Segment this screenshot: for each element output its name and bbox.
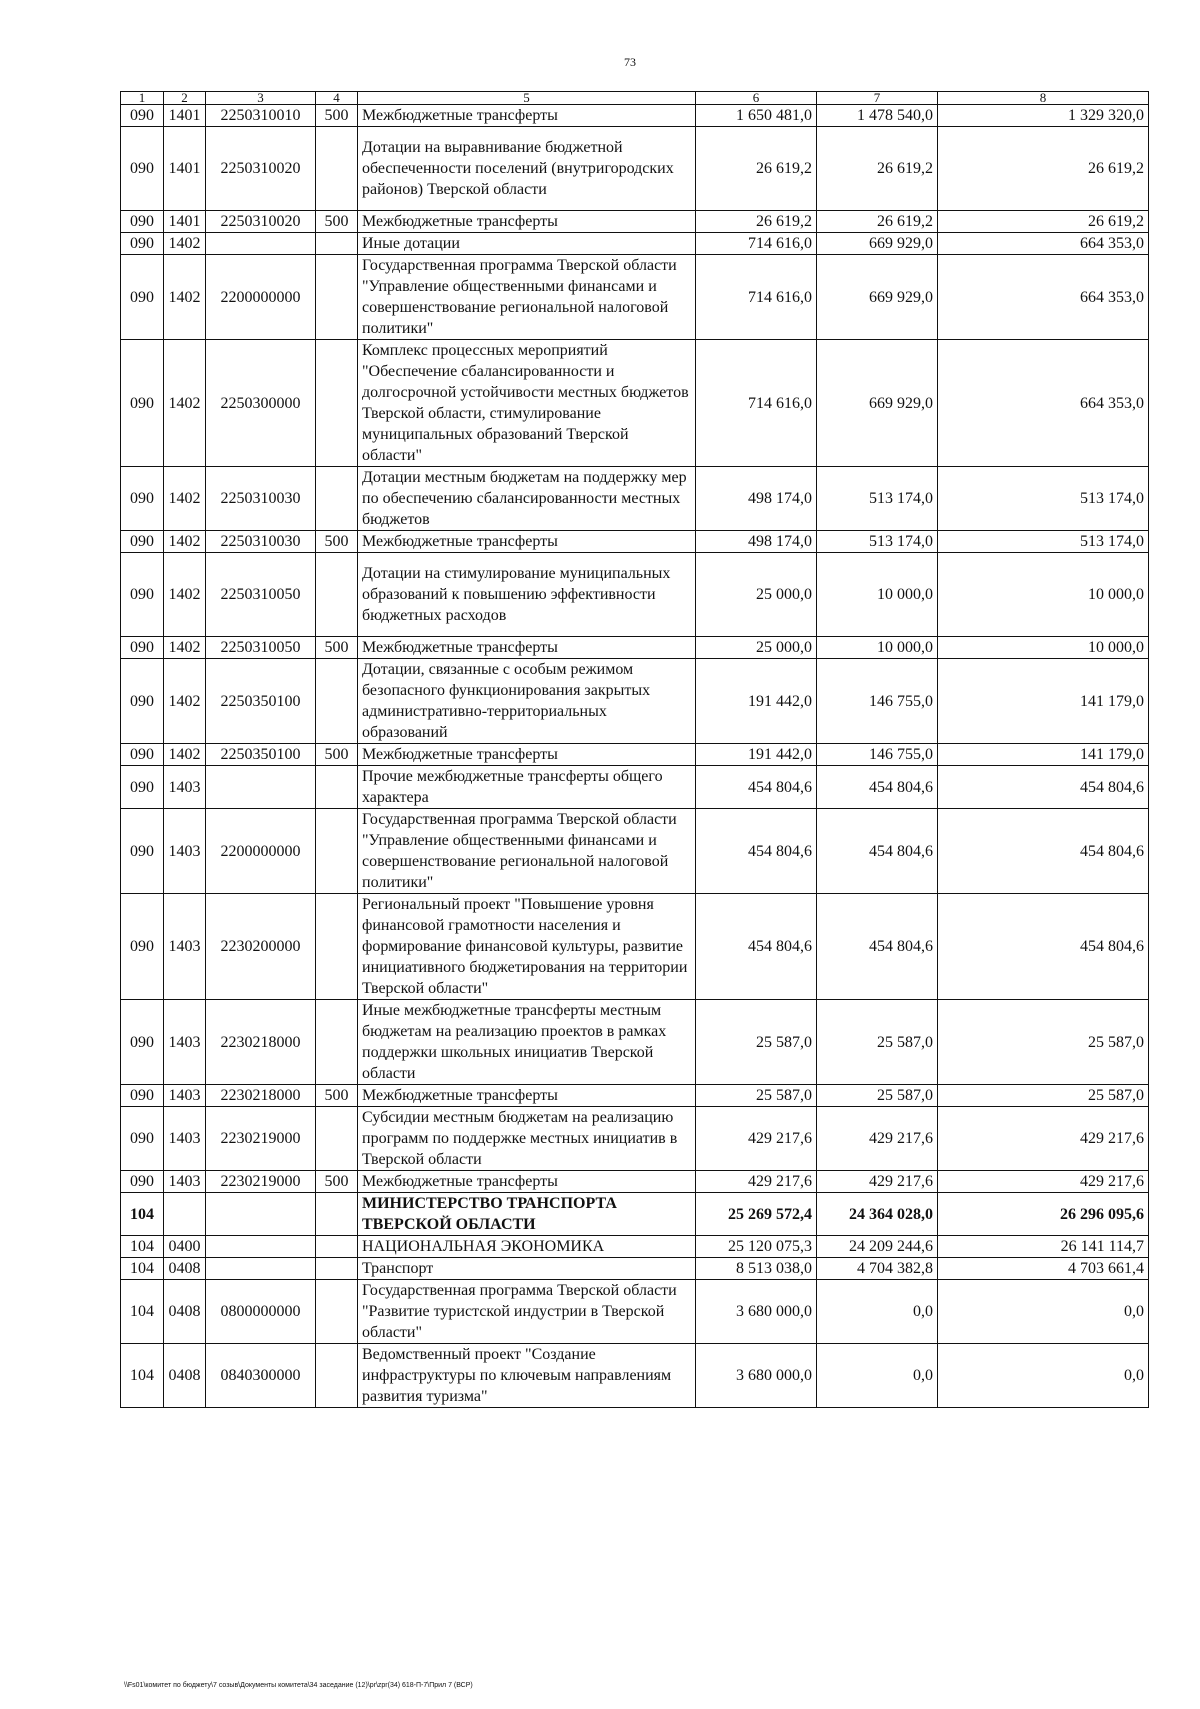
table-row <box>121 659 1149 744</box>
cell-amount-year3: 664 353,0 <box>938 255 1149 340</box>
cell-amount-year3: 141 179,0 <box>938 744 1149 766</box>
cell-admin-code: 090 <box>121 637 164 659</box>
cell-amount-year2: 146 755,0 <box>817 744 938 766</box>
cell-description: Комплекс процессных мероприятий "Обеспечение сбалансированности и долгосрочной устойчивости местных бюджетов Тверской области, стимулирование муниципальных образований Тверской области" <box>358 340 696 467</box>
table-row <box>121 1280 1149 1344</box>
cell-amount-year2: 669 929,0 <box>817 340 938 467</box>
cell-amount-year3: 1 329 320,0 <box>938 105 1149 127</box>
cell-description: Иные дотации <box>358 233 696 255</box>
cell-description: Дотации на выравнивание бюджетной обеспеченности поселений (внутригородских районов) Тверской области <box>358 127 696 211</box>
cell-section-code: 1402 <box>164 255 206 340</box>
table-row <box>121 744 1149 766</box>
column-header: 7 <box>817 92 938 105</box>
cell-description: Ведомственный проект "Создание инфраструктуры по ключевым направлениям развития туризма" <box>358 1344 696 1408</box>
cell-target-code: 2250310050 <box>206 553 316 637</box>
table-row <box>121 1344 1149 1408</box>
cell-target-code <box>206 1258 316 1280</box>
cell-amount-year2: 1 478 540,0 <box>817 105 938 127</box>
cell-amount-year2: 454 804,6 <box>817 766 938 809</box>
cell-amount-year2: 146 755,0 <box>817 659 938 744</box>
cell-expense-type <box>316 1236 358 1258</box>
budget-table <box>120 91 1149 1408</box>
cell-expense-type: 500 <box>316 1085 358 1107</box>
cell-expense-type <box>316 127 358 211</box>
cell-amount-year2: 24 364 028,0 <box>817 1193 938 1236</box>
cell-admin-code: 090 <box>121 233 164 255</box>
column-header: 1 <box>121 92 164 105</box>
cell-amount-year1: 25 587,0 <box>696 1000 817 1085</box>
cell-description: Государственная программа Тверской области "Управление общественными финансами и совершенствование региональной налоговой политики" <box>358 255 696 340</box>
cell-amount-year2: 26 619,2 <box>817 127 938 211</box>
cell-expense-type: 500 <box>316 105 358 127</box>
cell-target-code: 2230219000 <box>206 1171 316 1193</box>
cell-admin-code: 104 <box>121 1280 164 1344</box>
column-header: 3 <box>206 92 316 105</box>
cell-admin-code: 104 <box>121 1258 164 1280</box>
cell-amount-year3: 664 353,0 <box>938 233 1149 255</box>
cell-description: Субсидии местным бюджетам на реализацию программ по поддержке местных инициатив в Тверской области <box>358 1107 696 1171</box>
cell-amount-year3: 25 587,0 <box>938 1000 1149 1085</box>
cell-expense-type <box>316 340 358 467</box>
cell-expense-type <box>316 1344 358 1408</box>
cell-description: МИНИСТЕРСТВО ТРАНСПОРТА ТВЕРСКОЙ ОБЛАСТИ <box>358 1193 696 1236</box>
cell-target-code: 2200000000 <box>206 255 316 340</box>
cell-amount-year1: 454 804,6 <box>696 766 817 809</box>
cell-target-code: 2230200000 <box>206 894 316 1000</box>
cell-admin-code: 090 <box>121 211 164 233</box>
cell-amount-year1: 25 269 572,4 <box>696 1193 817 1236</box>
table-row <box>121 1193 1149 1236</box>
cell-amount-year2: 429 217,6 <box>817 1107 938 1171</box>
table-row <box>121 531 1149 553</box>
cell-target-code: 2200000000 <box>206 809 316 894</box>
cell-amount-year3: 141 179,0 <box>938 659 1149 744</box>
cell-description: Региональный проект "Повышение уровня финансовой грамотности населения и формирование финансовой культуры, развитие инициативного бюджетирования на территории Тверской области" <box>358 894 696 1000</box>
cell-amount-year1: 26 619,2 <box>696 211 817 233</box>
cell-section-code: 1403 <box>164 766 206 809</box>
table-row <box>121 637 1149 659</box>
cell-target-code: 2250300000 <box>206 340 316 467</box>
cell-amount-year3: 26 619,2 <box>938 211 1149 233</box>
cell-expense-type <box>316 1280 358 1344</box>
cell-expense-type <box>316 894 358 1000</box>
cell-admin-code: 090 <box>121 1171 164 1193</box>
column-header: 6 <box>696 92 817 105</box>
cell-admin-code: 090 <box>121 1107 164 1171</box>
cell-section-code: 0408 <box>164 1258 206 1280</box>
cell-amount-year3: 429 217,6 <box>938 1107 1149 1171</box>
cell-amount-year3: 429 217,6 <box>938 1171 1149 1193</box>
table-row <box>121 553 1149 637</box>
cell-amount-year1: 25 000,0 <box>696 553 817 637</box>
cell-expense-type: 500 <box>316 531 358 553</box>
cell-amount-year3: 0,0 <box>938 1280 1149 1344</box>
header-row <box>121 92 1149 105</box>
cell-section-code: 0408 <box>164 1344 206 1408</box>
cell-description: Межбюджетные трансферты <box>358 1171 696 1193</box>
cell-section-code: 1402 <box>164 340 206 467</box>
cell-expense-type <box>316 233 358 255</box>
cell-expense-type <box>316 1193 358 1236</box>
cell-expense-type <box>316 255 358 340</box>
table-row <box>121 766 1149 809</box>
cell-section-code: 1402 <box>164 553 206 637</box>
cell-description: Межбюджетные трансферты <box>358 744 696 766</box>
cell-amount-year2: 24 209 244,6 <box>817 1236 938 1258</box>
cell-target-code <box>206 1236 316 1258</box>
cell-section-code: 1403 <box>164 894 206 1000</box>
table-row <box>121 233 1149 255</box>
cell-description: Дотации местным бюджетам на поддержку мер по обеспечению сбалансированности местных бюджетов <box>358 467 696 531</box>
cell-amount-year1: 454 804,6 <box>696 894 817 1000</box>
cell-section-code: 1403 <box>164 1085 206 1107</box>
table-row <box>121 211 1149 233</box>
cell-section-code: 1402 <box>164 744 206 766</box>
cell-admin-code: 090 <box>121 467 164 531</box>
cell-target-code: 2250310010 <box>206 105 316 127</box>
cell-target-code: 2250310030 <box>206 467 316 531</box>
column-header: 2 <box>164 92 206 105</box>
cell-description: Государственная программа Тверской области "Управление общественными финансами и совершенствование региональной налоговой политики" <box>358 809 696 894</box>
cell-section-code: 1402 <box>164 467 206 531</box>
table-row <box>121 894 1149 1000</box>
cell-amount-year2: 513 174,0 <box>817 467 938 531</box>
cell-amount-year1: 498 174,0 <box>696 531 817 553</box>
cell-target-code <box>206 766 316 809</box>
cell-admin-code: 090 <box>121 809 164 894</box>
cell-description: НАЦИОНАЛЬНАЯ ЭКОНОМИКА <box>358 1236 696 1258</box>
cell-expense-type: 500 <box>316 1171 358 1193</box>
cell-amount-year2: 25 587,0 <box>817 1000 938 1085</box>
cell-expense-type <box>316 809 358 894</box>
cell-amount-year1: 498 174,0 <box>696 467 817 531</box>
cell-amount-year1: 3 680 000,0 <box>696 1280 817 1344</box>
cell-amount-year1: 1 650 481,0 <box>696 105 817 127</box>
cell-section-code: 1401 <box>164 105 206 127</box>
cell-target-code: 2250310030 <box>206 531 316 553</box>
cell-amount-year3: 0,0 <box>938 1344 1149 1408</box>
cell-amount-year2: 513 174,0 <box>817 531 938 553</box>
cell-description: Межбюджетные трансферты <box>358 211 696 233</box>
cell-section-code: 0400 <box>164 1236 206 1258</box>
table-row <box>121 1107 1149 1171</box>
cell-section-code: 1403 <box>164 1107 206 1171</box>
column-header: 4 <box>316 92 358 105</box>
cell-description: Дотации, связанные с особым режимом безопасного функционирования закрытых административно-территориальных образований <box>358 659 696 744</box>
table-row <box>121 1236 1149 1258</box>
cell-amount-year3: 454 804,6 <box>938 809 1149 894</box>
cell-expense-type <box>316 1107 358 1171</box>
cell-amount-year2: 454 804,6 <box>817 809 938 894</box>
cell-target-code: 2230218000 <box>206 1085 316 1107</box>
cell-target-code: 2250350100 <box>206 744 316 766</box>
cell-expense-type: 500 <box>316 744 358 766</box>
cell-expense-type <box>316 1258 358 1280</box>
cell-target-code: 0840300000 <box>206 1344 316 1408</box>
table-row <box>121 255 1149 340</box>
cell-amount-year2: 669 929,0 <box>817 255 938 340</box>
cell-admin-code: 104 <box>121 1344 164 1408</box>
cell-amount-year3: 4 703 661,4 <box>938 1258 1149 1280</box>
cell-admin-code: 090 <box>121 894 164 1000</box>
table-body <box>121 105 1149 1408</box>
cell-admin-code: 090 <box>121 1085 164 1107</box>
cell-amount-year2: 4 704 382,8 <box>817 1258 938 1280</box>
cell-admin-code: 090 <box>121 766 164 809</box>
cell-admin-code: 090 <box>121 553 164 637</box>
page-number: 73 <box>624 55 636 69</box>
cell-section-code: 1402 <box>164 659 206 744</box>
table-row <box>121 105 1149 127</box>
cell-amount-year2: 429 217,6 <box>817 1171 938 1193</box>
cell-amount-year3: 513 174,0 <box>938 467 1149 531</box>
cell-amount-year1: 429 217,6 <box>696 1107 817 1171</box>
cell-section-code <box>164 1193 206 1236</box>
cell-target-code: 2230218000 <box>206 1000 316 1085</box>
cell-description: Прочие межбюджетные трансферты общего характера <box>358 766 696 809</box>
cell-amount-year3: 26 141 114,7 <box>938 1236 1149 1258</box>
cell-amount-year3: 10 000,0 <box>938 553 1149 637</box>
cell-admin-code: 090 <box>121 1000 164 1085</box>
cell-expense-type <box>316 1000 358 1085</box>
cell-section-code: 1401 <box>164 127 206 211</box>
table-row <box>121 1085 1149 1107</box>
cell-amount-year1: 25 000,0 <box>696 637 817 659</box>
cell-amount-year3: 26 296 095,6 <box>938 1193 1149 1236</box>
cell-amount-year1: 3 680 000,0 <box>696 1344 817 1408</box>
cell-amount-year3: 10 000,0 <box>938 637 1149 659</box>
cell-admin-code: 090 <box>121 105 164 127</box>
cell-amount-year1: 191 442,0 <box>696 659 817 744</box>
table-row <box>121 1171 1149 1193</box>
cell-admin-code: 090 <box>121 127 164 211</box>
cell-target-code: 2250350100 <box>206 659 316 744</box>
footer-file-path: \\Fs01\комитет по бюджету\7 созыв\Документы комитета\34 заседание (12)\pr\zpr(34) 618-П-7\Прил 7 (ВСР) <box>124 1682 473 1689</box>
cell-description: Транспорт <box>358 1258 696 1280</box>
cell-admin-code: 090 <box>121 531 164 553</box>
cell-amount-year2: 10 000,0 <box>817 553 938 637</box>
cell-section-code: 1403 <box>164 1171 206 1193</box>
table-row <box>121 467 1149 531</box>
cell-target-code: 0800000000 <box>206 1280 316 1344</box>
cell-amount-year1: 454 804,6 <box>696 809 817 894</box>
column-header: 5 <box>358 92 696 105</box>
cell-expense-type <box>316 766 358 809</box>
cell-admin-code: 090 <box>121 340 164 467</box>
cell-amount-year2: 669 929,0 <box>817 233 938 255</box>
cell-amount-year2: 10 000,0 <box>817 637 938 659</box>
cell-expense-type: 500 <box>316 211 358 233</box>
cell-target-code: 2250310020 <box>206 127 316 211</box>
cell-section-code: 1403 <box>164 1000 206 1085</box>
cell-description: Государственная программа Тверской области "Развитие туристской индустрии в Тверской области" <box>358 1280 696 1344</box>
cell-amount-year1: 25 120 075,3 <box>696 1236 817 1258</box>
cell-section-code: 0408 <box>164 1280 206 1344</box>
cell-amount-year1: 714 616,0 <box>696 340 817 467</box>
cell-expense-type <box>316 553 358 637</box>
cell-amount-year2: 0,0 <box>817 1344 938 1408</box>
cell-expense-type <box>316 467 358 531</box>
cell-description: Иные межбюджетные трансферты местным бюджетам на реализацию проектов в рамках поддержки школьных инициатив Тверской области <box>358 1000 696 1085</box>
table-row <box>121 809 1149 894</box>
table-row <box>121 340 1149 467</box>
cell-amount-year3: 513 174,0 <box>938 531 1149 553</box>
cell-section-code: 1403 <box>164 809 206 894</box>
cell-target-code <box>206 233 316 255</box>
cell-target-code <box>206 1193 316 1236</box>
cell-section-code: 1401 <box>164 211 206 233</box>
cell-section-code: 1402 <box>164 531 206 553</box>
cell-amount-year1: 429 217,6 <box>696 1171 817 1193</box>
cell-amount-year1: 26 619,2 <box>696 127 817 211</box>
cell-admin-code: 090 <box>121 255 164 340</box>
cell-amount-year2: 454 804,6 <box>817 894 938 1000</box>
cell-amount-year2: 0,0 <box>817 1280 938 1344</box>
table-row <box>121 127 1149 211</box>
cell-description: Межбюджетные трансферты <box>358 1085 696 1107</box>
cell-amount-year3: 25 587,0 <box>938 1085 1149 1107</box>
cell-admin-code: 090 <box>121 744 164 766</box>
cell-description: Межбюджетные трансферты <box>358 105 696 127</box>
table-row <box>121 1258 1149 1280</box>
cell-target-code: 2250310050 <box>206 637 316 659</box>
cell-description: Межбюджетные трансферты <box>358 637 696 659</box>
cell-amount-year1: 714 616,0 <box>696 233 817 255</box>
cell-description: Межбюджетные трансферты <box>358 531 696 553</box>
cell-amount-year3: 454 804,6 <box>938 894 1149 1000</box>
cell-amount-year2: 26 619,2 <box>817 211 938 233</box>
cell-section-code: 1402 <box>164 233 206 255</box>
cell-amount-year1: 25 587,0 <box>696 1085 817 1107</box>
cell-admin-code: 090 <box>121 659 164 744</box>
cell-expense-type <box>316 659 358 744</box>
cell-section-code: 1402 <box>164 637 206 659</box>
cell-amount-year2: 25 587,0 <box>817 1085 938 1107</box>
cell-amount-year1: 714 616,0 <box>696 255 817 340</box>
cell-expense-type: 500 <box>316 637 358 659</box>
cell-amount-year3: 664 353,0 <box>938 340 1149 467</box>
column-header: 8 <box>938 92 1149 105</box>
cell-target-code: 2250310020 <box>206 211 316 233</box>
cell-target-code: 2230219000 <box>206 1107 316 1171</box>
cell-description: Дотации на стимулирование муниципальных образований к повышению эффективности бюджетных расходов <box>358 553 696 637</box>
cell-admin-code: 104 <box>121 1236 164 1258</box>
cell-amount-year1: 8 513 038,0 <box>696 1258 817 1280</box>
table-row <box>121 1000 1149 1085</box>
cell-amount-year1: 191 442,0 <box>696 744 817 766</box>
cell-admin-code: 104 <box>121 1193 164 1236</box>
cell-amount-year3: 454 804,6 <box>938 766 1149 809</box>
cell-amount-year3: 26 619,2 <box>938 127 1149 211</box>
